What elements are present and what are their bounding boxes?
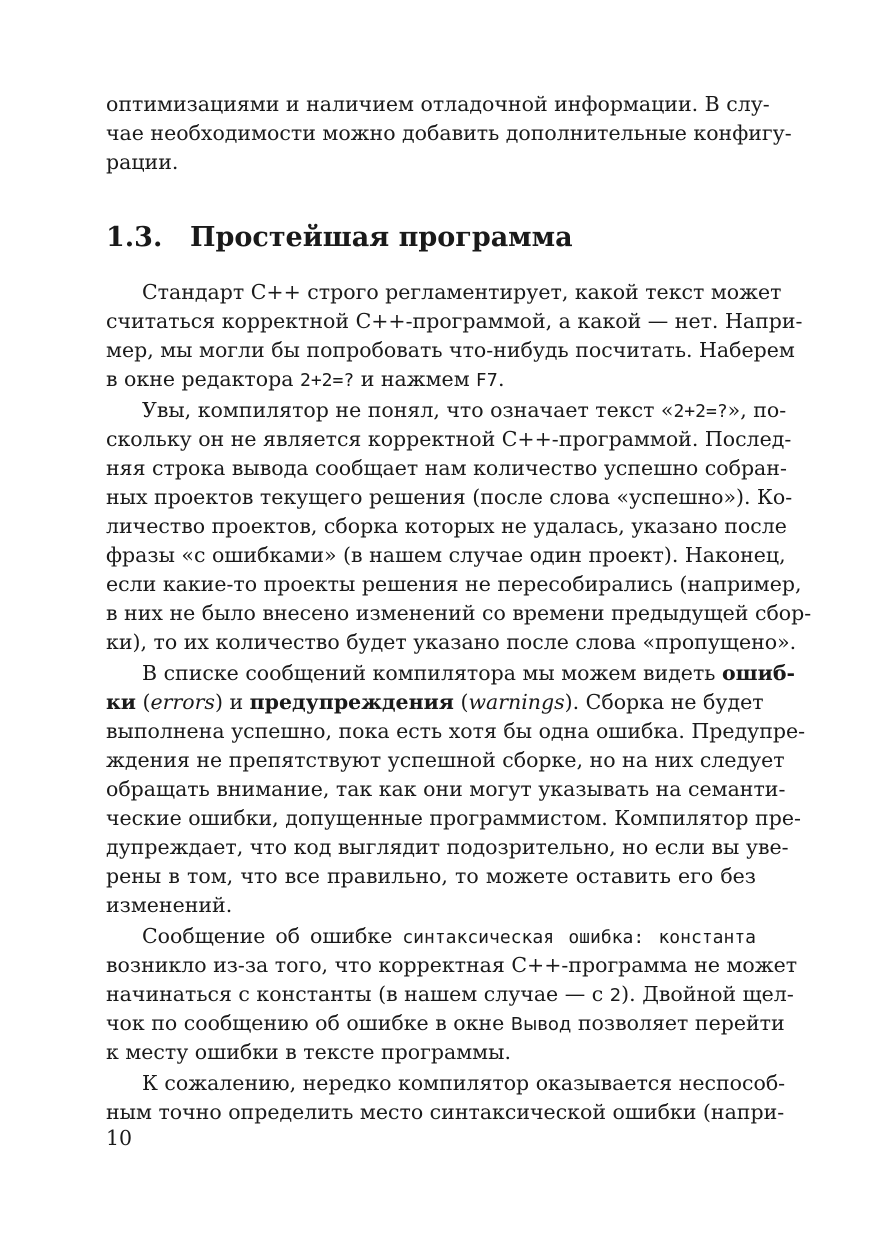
italic-term: errors	[150, 690, 215, 714]
inline-code: синтаксическая ошибка: константа	[402, 927, 756, 948]
bold-term: ки	[106, 690, 137, 714]
text-line: к месту ошибки в тексте программы.	[106, 1040, 511, 1064]
text-run: ). Сборка не будет	[564, 690, 764, 714]
text-line	[106, 364, 756, 394]
text-run: ). Двойной щел-	[621, 982, 794, 1006]
text-run: позволяет перейти	[571, 1011, 785, 1035]
text-line: личество проектов, сборка которых не удалась, указано после	[106, 514, 787, 538]
text-line: фразы «с ошибками» (в нашем случае один проект). Наконец,	[106, 543, 786, 567]
inline-code: 2+2=?	[299, 370, 355, 391]
text-line: ческие ошибки, допущенные программистом. Компилятор пре-	[106, 806, 801, 830]
text-line: в них не было внесено изменений со времени предыдущей сбор-	[106, 601, 812, 625]
text-run: В списке сообщений компилятора мы можем видеть	[142, 661, 722, 685]
text-line: ки), то их количество будет указано после слова «пропущено».	[106, 630, 797, 654]
text-run: », по-	[727, 398, 787, 422]
text-line: Стандарт C++ строго регламентирует, какой текст может	[142, 280, 782, 304]
text-line	[142, 395, 787, 425]
text-line: мер, мы могли бы попробовать что-нибудь посчитать. Наберем	[106, 338, 795, 362]
text-run: в окне редактора	[106, 367, 300, 391]
page-number: 10	[106, 1126, 133, 1150]
text-run: и нажмем	[354, 367, 477, 391]
text-line: скольку он не является корректной C++-программой. Послед-	[106, 427, 792, 451]
text-run: (	[453, 690, 469, 714]
bold-term: ошиб-	[721, 661, 796, 685]
text-line: изменений.	[106, 893, 233, 917]
text-line: возникло из-за того, что корректная C++-программа не может	[106, 953, 798, 977]
text-run: начинаться с константы (в нашем случае — с	[106, 982, 610, 1006]
text-line: чае необходимости можно добавить дополнительные конфигу-	[106, 121, 792, 145]
text-line	[142, 658, 796, 688]
text-line	[106, 1008, 785, 1038]
text-line: няя строка вывода сообщает нам количество успешно собран-	[106, 456, 787, 480]
text-line	[106, 979, 794, 1009]
text-line: ждения не препятствуют успешной сборке, но на них следует	[106, 748, 785, 772]
text-line	[106, 687, 764, 717]
text-line: К сожалению, нередко компилятор оказывается неспособ-	[142, 1071, 786, 1095]
text-line	[142, 921, 756, 951]
text-line: если какие-то проекты решения не пересобирались (например,	[106, 572, 802, 596]
ui-element-name: Вывод	[510, 1014, 572, 1035]
text-run: Увы, компилятор не понял, что означает текст «	[142, 398, 674, 422]
text-line: рации.	[106, 150, 179, 174]
text-run: .	[497, 367, 505, 391]
text-line: выполнена успешно, пока есть хотя бы одна ошибка. Предупре-	[106, 719, 806, 743]
text-line: ных проектов текущего решения (после слова «успешно»). Ко-	[106, 485, 793, 509]
section-title: Простейшая программа	[190, 222, 573, 253]
bold-term: предупреждения	[249, 690, 454, 714]
text-line: считаться корректной C++-программой, а какой — нет. Напри-	[106, 309, 803, 333]
inline-code: 2+2=?	[673, 401, 728, 422]
text-line: оптимизациями и наличием отладочной информации. В слу-	[106, 92, 770, 116]
text-line: дупреждает, что код выглядит подозрительно, но если вы уве-	[106, 835, 789, 859]
key-name: F7	[476, 370, 498, 391]
text-line: обращать внимание, так как они могут указывать на семанти-	[106, 777, 786, 801]
italic-term: warnings	[468, 690, 565, 714]
text-run: чок по сообщению об ошибке в окне	[106, 1011, 511, 1035]
text-run: ) и	[214, 690, 250, 714]
inline-code: 2	[609, 985, 622, 1006]
text-line: ным точно определить место синтаксической ошибки (напри-	[106, 1100, 785, 1124]
text-line: рены в том, что все правильно, то можете оставить его без	[106, 864, 756, 888]
text-run: Сообщение об ошибке	[142, 924, 403, 948]
section-number: 1.3.	[106, 222, 163, 253]
text-run: (	[136, 690, 151, 714]
